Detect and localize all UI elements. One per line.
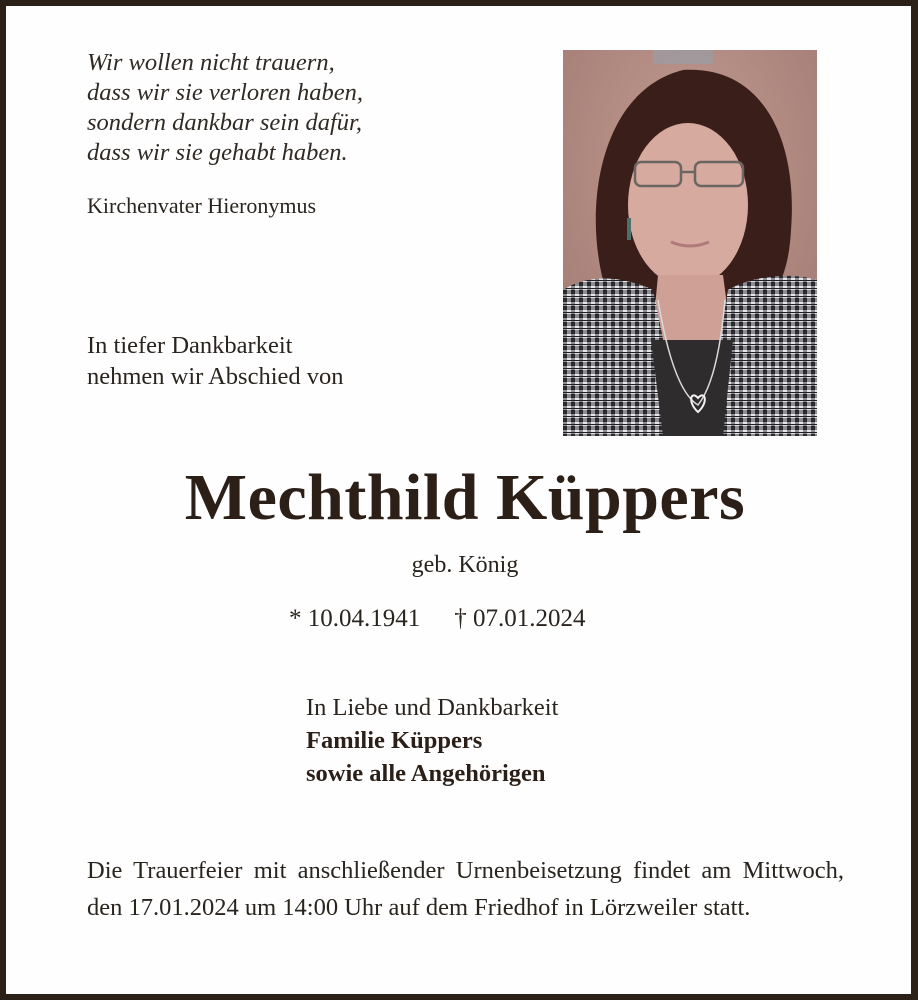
- portrait-photo: [563, 50, 817, 436]
- portrait-image: [563, 50, 817, 436]
- death-date: † 07.01.2024: [454, 605, 586, 632]
- birth-date: * 10.04.1941: [289, 605, 421, 632]
- quote: [87, 48, 363, 168]
- signature: [306, 691, 558, 790]
- quote-line: sondern dankbar sein dafür,: [87, 109, 362, 136]
- intro-line: In tiefer Dankbarkeit: [87, 332, 293, 359]
- quote-author: Kirchenvater Hieronymus: [87, 193, 317, 218]
- intro-line: nehmen wir Abschied von: [87, 363, 344, 390]
- quote-line: dass wir sie gehabt haben.: [87, 139, 348, 166]
- signature-family: Familie Küppers: [306, 727, 483, 754]
- signature-relatives: sowie alle Angehörigen: [306, 760, 546, 787]
- maiden-name: geb. König: [411, 552, 519, 578]
- quote-line: Wir wollen nicht trauern,: [87, 49, 335, 76]
- deceased-name: Mechthild Küppers: [184, 461, 746, 534]
- quote-line: dass wir sie verloren haben,: [87, 79, 364, 106]
- signature-line: In Liebe und Dankbarkeit: [306, 694, 559, 721]
- intro-text: [87, 330, 344, 392]
- life-dates: [289, 603, 586, 635]
- ceremony-details: Die Trauerfeier mit anschließender Urnenbeisetzung findet am Mittwoch, den 17.01.2024 um 14:00 Uhr auf dem Friedhof in Lörzweiler statt.: [87, 857, 844, 921]
